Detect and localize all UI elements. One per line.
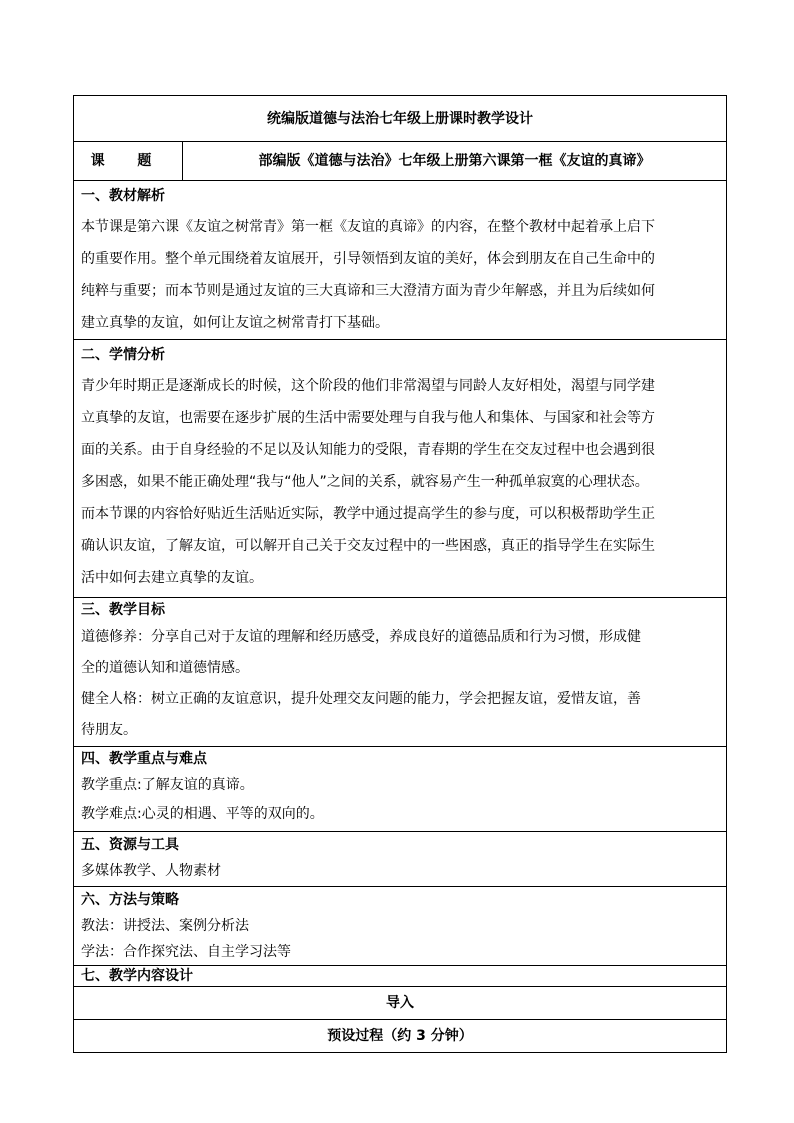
topic-value: 部编版《道德与法治》七年级上册第六课第一框《友谊的真谛》 <box>183 142 727 181</box>
paragraph-line: 而本节课的内容恰好贴近生活贴近实际，教学中通过提高学生的参与度，可以积极帮助学生正 <box>81 506 655 522</box>
lesson-plan-table <box>73 95 727 1053</box>
section-heading: 七、教学内容设计 <box>81 968 193 984</box>
paragraph-line: 多媒体教学、人物素材 <box>81 863 221 879</box>
section-resources <box>74 832 727 887</box>
topic-label: 课 题 <box>74 142 183 181</box>
paragraph-line: 立真挚的友谊，也需要在逐步扩展的生活中需要处理与自我与他人和集体、与国家和社会等方 <box>81 410 655 426</box>
section-heading: 五、资源与工具 <box>81 837 179 853</box>
paragraph-line: 活中如何去建立真挚的友谊。 <box>81 570 263 586</box>
paragraph-line: 建立真挚的友谊，如何让友谊之树常青打下基础。 <box>81 315 389 331</box>
paragraph-line: 确认识友谊，了解友谊，可以解开自己关于交友过程中的一些困惑，真正的指导学生在实际生 <box>81 538 655 554</box>
section-heading: 三、教学目标 <box>81 602 165 618</box>
section-heading: 六、方法与策略 <box>81 892 179 908</box>
paragraph-line: 面的关系。由于自身经验的不足以及认知能力的受限，青春期的学生在交友过程中也会遇到很 <box>81 442 655 458</box>
section-student-analysis <box>74 340 727 598</box>
title-row <box>74 96 727 142</box>
paragraph-line: 学法：合作探究法、自主学习法等 <box>81 944 291 960</box>
paragraph-line: 道德修养：分享自己对于友谊的理解和经历感受，养成良好的道德品质和行为习惯，形成健 <box>81 629 641 645</box>
section-heading: 四、教学重点与难点 <box>81 751 207 767</box>
lesson-plan-page <box>73 95 727 1053</box>
paragraph-line: 纯粹与重要；而本节则是通过友谊的三大真谛和三大澄清方面为青少年解惑，并且为后续如何 <box>81 283 655 299</box>
paragraph-line: 多困惑，如果不能正确处理“我与“他人”之间的关系，就容易产生一种孤单寂寞的心理状态。 <box>81 474 649 490</box>
paragraph-line: 健全人格：树立正确的友谊意识，提升处理交友问题的能力，学会把握友谊，爱惜友谊，善 <box>81 691 641 707</box>
section-teaching-goals <box>74 598 727 747</box>
topic-row <box>74 142 727 181</box>
paragraph-line: 的重要作用。整个单元围绕着友谊展开，引导领悟到友谊的美好，体会到朋友在自己生命中的 <box>81 251 655 267</box>
section-key-points <box>74 747 727 832</box>
paragraph-line: 教法：讲授法、案例分析法 <box>81 918 249 934</box>
paragraph-line: 全的道德认知和道德情感。 <box>81 660 249 676</box>
document-title: 统编版道德与法治七年级上册课时教学设计 <box>74 96 727 142</box>
section-heading: 二、学情分析 <box>81 347 165 363</box>
section-methods <box>74 887 727 966</box>
paragraph-line: 本节课是第六课《友谊之树常青》第一框《友谊的真谛》的内容，在整个教材中起着承上启下 <box>81 219 655 235</box>
section-textbook-analysis <box>74 181 727 340</box>
intro-row <box>74 987 727 1020</box>
paragraph-line: 青少年时期正是逐渐成长的时候，这个阶段的他们非常渴望与同龄人友好相处，渴望与同学建 <box>81 378 655 394</box>
paragraph-line: 待朋友。 <box>81 722 137 738</box>
preset-label: 预设过程（约 3 分钟） <box>74 1020 727 1053</box>
section-content-design <box>74 966 727 987</box>
intro-label: 导入 <box>74 987 727 1020</box>
preset-row <box>74 1020 727 1053</box>
section-heading: 一、教材解析 <box>81 188 165 204</box>
paragraph-line: 教学重点:了解友谊的真谛。 <box>81 777 254 793</box>
paragraph-line: 教学难点:心灵的相遇、平等的双向的。 <box>81 806 324 822</box>
